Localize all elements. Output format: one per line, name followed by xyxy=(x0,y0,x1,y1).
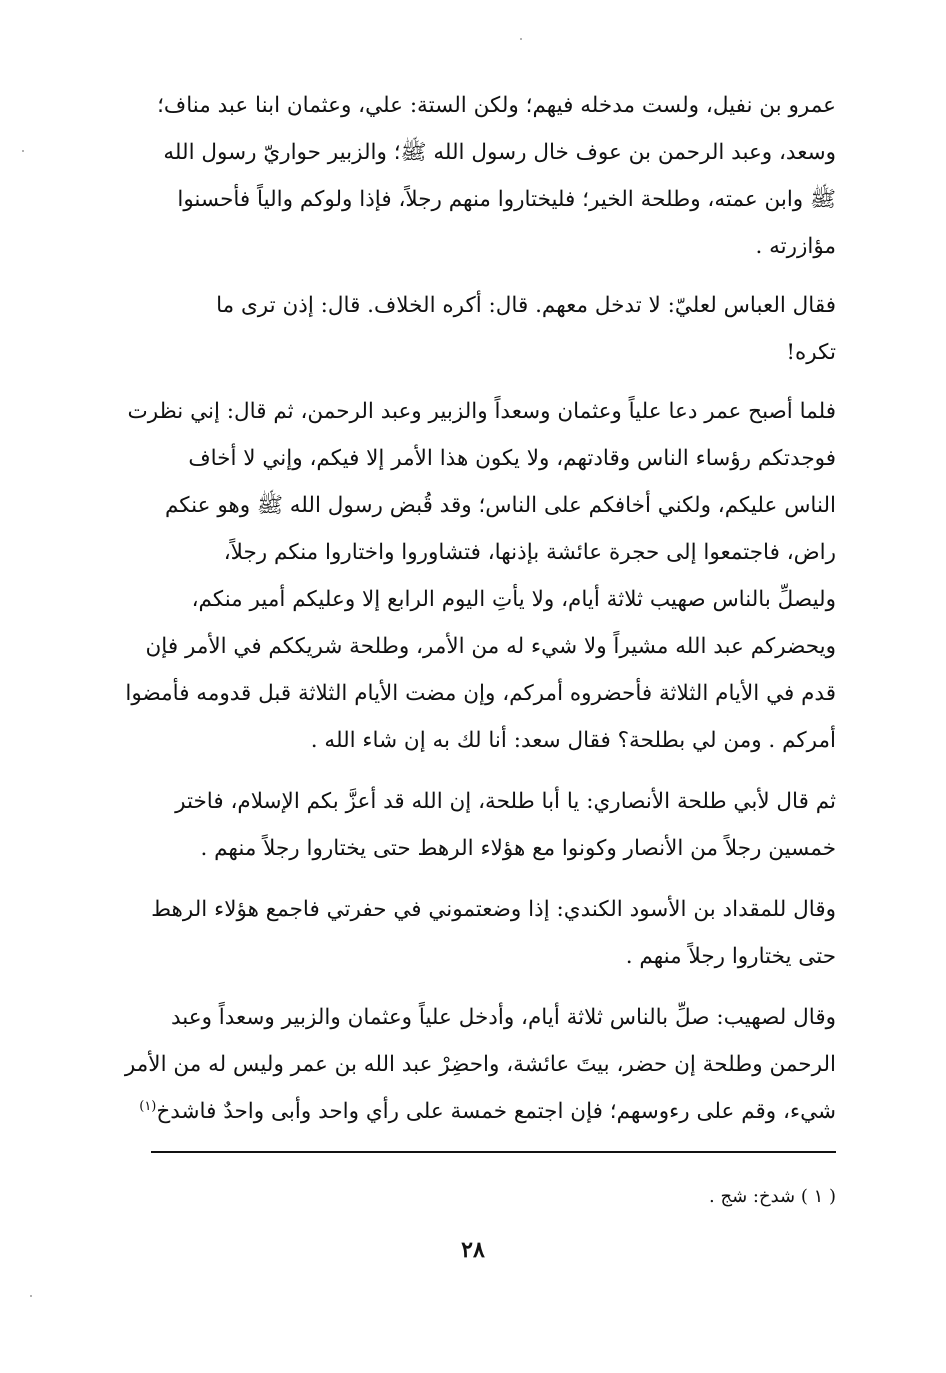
scan-speck xyxy=(22,150,24,152)
scan-speck xyxy=(30,1295,32,1297)
footnote: ( ١ ) شدخ: شج . xyxy=(709,1186,836,1207)
paragraph-6 xyxy=(78,994,836,1135)
scan-speck xyxy=(520,38,522,40)
paragraph-2: فقال العباس لعليّ: لا تدخل معهم. قال: أكره الخلاف. قال: إذن ترى ما تكره! xyxy=(216,293,836,365)
page-body xyxy=(78,82,836,1135)
footnote-separator xyxy=(151,1151,836,1153)
paragraph-5: وقال للمقداد بن الأسود الكندي: إذا وضعتموني في حفرتي فاجمع هؤلاء الرهط حتى يختاروا رجلاً منهم . xyxy=(151,897,836,969)
paragraph-3: فلما أصبح عمر دعا علياً وعثمان وسعداً والزبير وعبد الرحمن، ثم قال: إني نظرت فوجدتكم رؤساء الناس وقادتهم، ولا يكون هذا الأمر إلا فيكم، وإني لا أخاف الناس عليكم، ولكني أخافكم على الناس؛ وقد قُبض رسول الله ﷺ وهو عنكم راض، فاجتمعوا إلى حجرة عائشة بإذنها، فتشاوروا واختاروا منكم رجلاً، وليصلِّ بالناس صهيب ثلاثة أيام، ولا يأتِ اليوم الرابع إلا وعليكم أمير منكم، ويحضركم عبد الله مشيراً ولا شيء له من الأمر، وطلحة شريككم في الأمر فإن قدم في الأيام الثلاثة فأحضروه أمركم، وإن مضت الأيام الثلاثة قبل قدومه فأمضوا أمركم . ومن لي بطلحة؟ فقال سعد: أنا لك به إن شاء الله . xyxy=(125,399,836,753)
footnote-reference: (١) xyxy=(139,1098,157,1114)
page-number: ٢٨ xyxy=(461,1237,485,1263)
paragraph-4: ثم قال لأبي طلحة الأنصاري: يا أبا طلحة، إن الله قد أعزَّ بكم الإسلام، فاختر خمسين رجلاً من الأنصار وكونوا مع هؤلاء الرهط حتى يختاروا رجلاً منهم . xyxy=(175,789,836,861)
paragraph-6-text: وقال لصهيب: صلِّ بالناس ثلاثة أيام، وأدخل علياً وعثمان والزبير وسعداً وعبد الرحمن وطلحة إن حضر، بيتَ عائشة، واحضِرْ عبد الله بن عمر وليس له من الأمر شيء، وقم على رءوسهم؛ فإن اجتمع خمسة على رأي واحد وأبى واحدٌ فاشدخ xyxy=(124,1005,836,1124)
paragraph-1: عمرو بن نفيل، ولست مدخله فيهم؛ ولكن الستة: علي، وعثمان ابنا عبد مناف؛ وسعد، وعبد الرحمن بن عوف خال رسول الله ﷺ؛ والزبير حواريّ رسول الله ﷺ وابن عمته، وطلحة الخير؛ فليختاروا منهم رجلاً، فإذا ولوكم والياً فأحسنوا مؤازرته . xyxy=(157,93,836,259)
